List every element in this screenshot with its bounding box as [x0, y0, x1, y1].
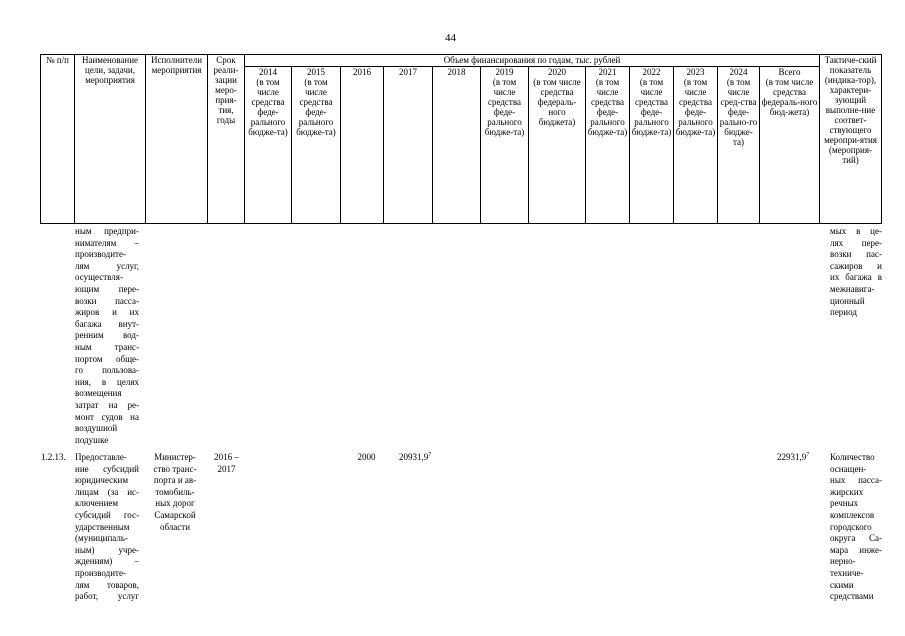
header-table [40, 54, 882, 224]
text-line: ренним вод- [75, 330, 139, 341]
text-line: порта и ав- [153, 475, 197, 486]
text-line: производите- [75, 567, 126, 578]
page-number: 44 [445, 32, 456, 44]
year-header-1 [292, 67, 341, 224]
text-line: ных пасса- [830, 475, 882, 486]
year-note: (в том числе сред-ства феде-рально-го бюдже-та) [719, 77, 758, 147]
text-line: (муниципаль- [75, 533, 128, 544]
year-note: (в том числе средства феде-рального бюдже-та) [296, 77, 336, 137]
year-note: (в том числе средства феде-рального бюдже-та) [631, 77, 672, 137]
year-label: 2016 [353, 67, 371, 77]
text-line: воздушной [75, 423, 118, 434]
col-executors-header: Исполнители мероприятия [146, 55, 208, 224]
text-line: Самарской [154, 509, 196, 520]
text-line: период [830, 307, 857, 318]
continuation-indicator [830, 226, 882, 319]
text-line: жиров и их [75, 307, 139, 318]
year-header-8 [630, 67, 674, 224]
year-label: 2014 [259, 67, 277, 77]
text-line: производите- [75, 249, 126, 260]
text-line: ния, в целях [75, 376, 139, 387]
year-header-6 [529, 67, 586, 224]
text-line: ударственным [75, 521, 130, 532]
text-line: подушке [75, 434, 109, 445]
text-line: ным) учре- [75, 544, 139, 555]
text-line: ство транс- [153, 463, 197, 474]
row-term [208, 452, 245, 475]
text-line: межнавига- [830, 283, 875, 294]
year-label: 2022 [642, 67, 661, 77]
text-line: техниче- [830, 567, 864, 578]
text-line: лицам (за ис- [75, 486, 139, 497]
year-note: (в том числе средства федераль-ного бюд-жета) [761, 77, 818, 117]
text-line: средствами [830, 591, 874, 602]
year-note: (в том числе средства феде-рального бюдже-та) [484, 77, 525, 137]
text-line: оснащен- [830, 463, 867, 474]
col-name-header: Наименование цели, задачи, мероприятия [75, 55, 146, 224]
row-number: 1.2.13. [41, 452, 66, 462]
text-line: мых в це- [830, 226, 882, 236]
year-header-10 [718, 67, 760, 224]
col-no-header: № п/п [41, 55, 75, 224]
text-line: багажа внут- [75, 318, 139, 329]
year-note: (в том числе средства федераль-ного бюджета) [533, 77, 581, 127]
text-line: томобиль- [155, 486, 195, 497]
text-line: ключением [75, 498, 119, 509]
row-2016-value: 2000 [357, 452, 376, 462]
year-header-9 [674, 67, 718, 224]
text-line: жирских [830, 486, 864, 497]
text-line: ционный [830, 295, 865, 306]
year-note: (в том числе средства феде-рального бюдже-та) [675, 77, 716, 137]
year-header-11 [760, 67, 820, 224]
year-header-7 [586, 67, 630, 224]
financing-title: Объем финансирования по годам, тыс. рублей [245, 55, 820, 67]
text-line: осуществля- [75, 272, 123, 283]
row-total-value: 22931,9$^7$ [777, 452, 810, 462]
text-line: скими [830, 579, 854, 590]
text-line: речных [830, 498, 859, 509]
text-line: юридическим [75, 475, 129, 486]
row-total-footnote: 7 [806, 452, 810, 458]
year-header-3 [384, 67, 433, 224]
col-indicator-header: Тактиче-ский показатель (индика-тор), характери-зующий выполне-ние соответ-ствующего меропри-ятия (мероприя-тий) [820, 55, 882, 224]
year-label: 2023 [686, 67, 705, 77]
text-line: возмещения [75, 388, 122, 399]
year-label: 2024 [729, 67, 748, 77]
col-term-header: Срок реали-зации меро-прия-тия, годы [208, 55, 245, 224]
text-line: сажиров и [830, 260, 882, 271]
year-label: 2021 [598, 67, 617, 77]
year-header-4 [433, 67, 481, 224]
text-line: 2016 – [214, 452, 239, 462]
text-line: ждениям) – [75, 556, 139, 567]
text-line: затрат на ре- [75, 399, 139, 410]
text-line: ющим пере- [75, 283, 139, 294]
text-line: округа Са- [830, 533, 882, 544]
text-line: ным транс- [75, 341, 139, 352]
text-line: 2017 [217, 463, 236, 474]
year-label: 2015 [307, 67, 325, 77]
text-line: городского [830, 521, 872, 532]
row-name [75, 452, 139, 603]
row-indicator [830, 452, 882, 603]
text-line: комплексов [830, 509, 875, 520]
year-label: Всего [778, 67, 801, 77]
year-note: (в том числе средства феде-рального бюдже-та) [248, 77, 288, 137]
row-2017-footnote: 7 [428, 452, 432, 458]
text-line: го пользова- [75, 365, 139, 376]
text-line: нерно- [830, 556, 856, 567]
year-label: 2017 [399, 67, 417, 77]
text-line: лях пере- [830, 237, 882, 248]
text-line: возки пасса- [75, 295, 139, 306]
row-executor [145, 452, 205, 533]
text-line: работ, услуг [75, 591, 139, 602]
year-header-5 [481, 67, 529, 224]
text-line: Министер- [154, 452, 196, 462]
text-line: Количество [830, 452, 875, 462]
continuation-name [75, 226, 139, 446]
text-line: мара инже- [830, 544, 882, 555]
year-label: 2018 [447, 67, 466, 77]
text-line: области [159, 521, 191, 532]
year-header-0 [245, 67, 292, 224]
year-header-2 [341, 67, 384, 224]
text-line: портом обще- [75, 353, 139, 364]
year-label: 2019 [495, 67, 514, 77]
text-line: Предоставле- [75, 452, 127, 462]
text-line: ние субсидий [75, 463, 139, 474]
year-label: 2020 [548, 67, 566, 77]
text-line: ных дорог [155, 498, 195, 509]
text-line: лям услуг, [75, 260, 139, 271]
row-2017-value: 20931,9$^7$ [399, 452, 432, 462]
text-line: их багажа в [830, 272, 882, 283]
text-line: ным предпри- [75, 226, 139, 236]
text-line: монт судов на [75, 411, 139, 422]
text-line: возки пас- [830, 249, 882, 260]
text-line: лям товаров, [75, 579, 139, 590]
text-line: субсидий гос- [75, 509, 139, 520]
year-note: (в том числе средства феде-рального бюдже-та) [587, 77, 628, 137]
text-line: нимателям – [75, 237, 139, 248]
